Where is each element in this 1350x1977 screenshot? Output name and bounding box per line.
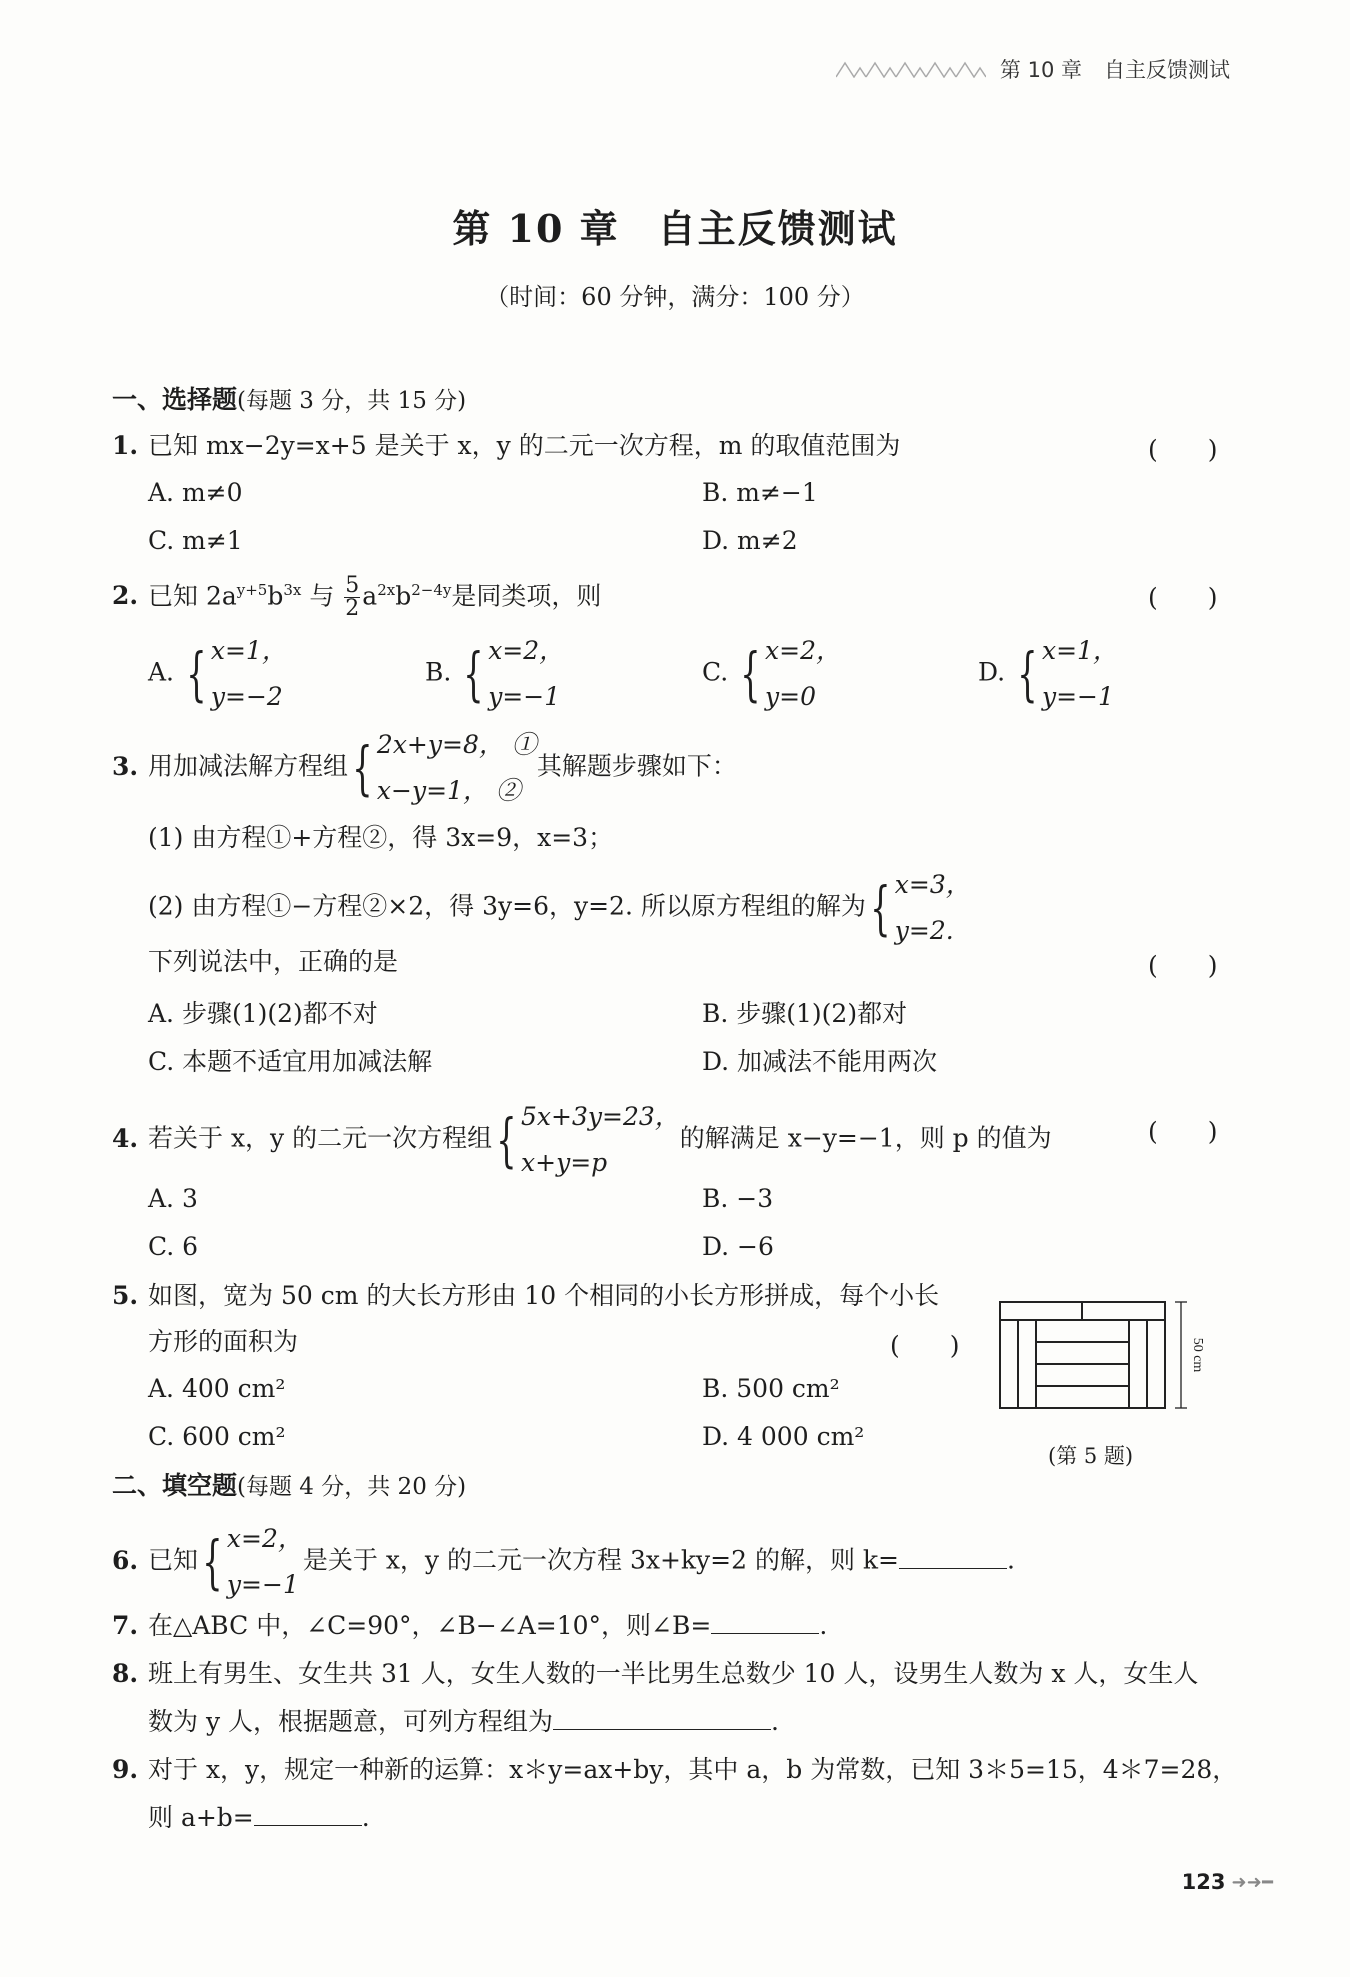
q2-sup2: 3x bbox=[283, 581, 302, 599]
q5-number: 5. bbox=[112, 1281, 139, 1310]
q6-period: . bbox=[1007, 1545, 1015, 1575]
q2-option-c-label: C. bbox=[702, 657, 729, 687]
q6-pre: 已知 bbox=[148, 1545, 199, 1575]
q2-sup3: 2x bbox=[377, 581, 396, 599]
q8-number: 8. bbox=[112, 1659, 139, 1688]
q8-answer-blank[interactable] bbox=[553, 1709, 771, 1730]
q5-option-d: D. 4 000 cm² bbox=[702, 1422, 865, 1451]
q7-answer-blank[interactable] bbox=[711, 1613, 819, 1634]
q2-d-row2: y=−1 bbox=[1041, 682, 1114, 711]
q2-b-row2: y=−1 bbox=[488, 682, 561, 711]
section2-note: (每题 4 分，共 20 分) bbox=[237, 1474, 467, 1500]
q5-figure-caption: (第 5 题) bbox=[1048, 1444, 1134, 1468]
section1-label: 一、选择题 bbox=[112, 385, 238, 414]
page-title bbox=[0, 198, 1350, 253]
question-7 bbox=[112, 1610, 827, 1642]
section-heading-fill bbox=[112, 1470, 466, 1503]
q4-row1: 5x+3y=23， bbox=[521, 1102, 680, 1131]
q7-period: . bbox=[819, 1611, 828, 1640]
q2-option-c: C. { x=2， y=0 bbox=[702, 628, 841, 720]
q3-step2: (2) 由方程①−方程②×2，得 3y=6，y=2. 所以原方程组的解为 { x=3， y=2. bbox=[148, 862, 971, 954]
q2-mid2: 与 bbox=[301, 581, 343, 611]
q2-option-b: B. { x=2， y=−1 bbox=[425, 628, 564, 720]
q2-c-row2: y=0 bbox=[765, 682, 817, 711]
q3-option-a: A. 步骤(1)(2)都不对 bbox=[148, 999, 378, 1028]
q9-answer-blank[interactable] bbox=[254, 1805, 362, 1826]
q9-period: . bbox=[361, 1803, 370, 1832]
title-name: 自主反馈测试 bbox=[657, 206, 898, 251]
arrow-decoration-icon: ➜ ➜ ━ bbox=[1231, 1871, 1270, 1893]
q2-d-row1: x=1， bbox=[1041, 636, 1118, 665]
q3-step1: (1) 由方程①+方程②，得 3x=9，x=3； bbox=[148, 823, 614, 852]
header-chapter: 第 10 章 bbox=[999, 58, 1082, 82]
q6-row2: y=−1 bbox=[226, 1570, 299, 1599]
q2-mid4: b bbox=[395, 581, 412, 611]
q5-figure-dimension: 50 cm bbox=[1190, 1337, 1205, 1373]
q3-option-c: C. 本题不适宜用加减法解 bbox=[148, 1047, 433, 1076]
q2-a-row1: x=1， bbox=[210, 636, 287, 665]
q4-number: 4. bbox=[112, 1123, 139, 1153]
q3-answer-paren: ( ) bbox=[1148, 951, 1218, 980]
question-9 bbox=[112, 1754, 1237, 1786]
q8-period: . bbox=[771, 1707, 779, 1736]
q2-sup4: 2−4y bbox=[411, 581, 452, 599]
question-3: 3. 用加减法解方程组 { 2x+y=8， ① x−y=1， ② 其解题步骤如下： bbox=[112, 722, 737, 814]
q2-option-a-label: A. bbox=[148, 657, 175, 687]
q3-pre: 用加减法解方程组 bbox=[148, 751, 349, 781]
question-2 bbox=[112, 574, 601, 620]
question-4: 4. 若关于 x，y 的二元一次方程组 { 5x+3y=23， x+y=p 的解满足 x−y=−1，则 p 的值为 bbox=[112, 1094, 1052, 1186]
question-5 bbox=[112, 1280, 939, 1312]
section2-label: 二、填空题 bbox=[112, 1471, 238, 1500]
q6-answer-blank[interactable] bbox=[899, 1548, 1007, 1569]
q6-number: 6. bbox=[112, 1545, 139, 1575]
q5-answer-paren: ( ) bbox=[890, 1331, 960, 1360]
q3-row2: x−y=1， ② bbox=[376, 776, 521, 805]
q4-answer-paren: ( ) bbox=[1148, 1117, 1218, 1146]
q2-mid1: b bbox=[267, 581, 284, 611]
q2-c-row1: x=2， bbox=[765, 636, 841, 665]
q3-option-d: D. 加减法不能用两次 bbox=[702, 1047, 938, 1076]
q5-rectangle-figure bbox=[998, 1300, 1218, 1410]
q4-option-c: C. 6 bbox=[148, 1232, 199, 1261]
q3-option-b: B. 步骤(1)(2)都对 bbox=[702, 999, 908, 1028]
q4-option-a: A. 3 bbox=[148, 1184, 198, 1213]
q9-number: 9. bbox=[112, 1755, 139, 1784]
q9-line2-text: 则 a+b= bbox=[148, 1803, 254, 1832]
q5-option-b: B. 500 cm² bbox=[702, 1374, 840, 1403]
q2-option-d: D. { x=1， y=−1 bbox=[978, 628, 1118, 720]
q7-text: 在△ABC 中，∠C=90°，∠B−∠A=10°，则∠B= bbox=[148, 1611, 712, 1640]
title-chapter: 第 10 章 bbox=[452, 206, 620, 251]
q2-fraction bbox=[344, 575, 360, 620]
q8-line1: 班上有男生、女生共 31 人，女生人数的一半比男生总数少 10 人，设男生人数为 x 人，女生人 bbox=[148, 1659, 1199, 1688]
question-1 bbox=[112, 430, 900, 462]
q7-number: 7. bbox=[112, 1611, 139, 1640]
q5-option-c: C. 600 cm² bbox=[148, 1422, 286, 1451]
question-6: 6. 已知 { x=2， y=−1 是关于 x，y 的二元一次方程 3x+ky=2 的解，则 k= . bbox=[112, 1516, 1015, 1608]
q5-line2: 方形的面积为 bbox=[148, 1327, 299, 1356]
q3-ask: 下列说法中，正确的是 bbox=[148, 947, 399, 976]
q6-row1: x=2， bbox=[226, 1524, 303, 1553]
section-heading-choice bbox=[112, 384, 466, 417]
q4-post: 的解满足 x−y=−1，则 p 的值为 bbox=[679, 1123, 1052, 1153]
q2-pre: 已知 2a bbox=[148, 581, 237, 611]
q1-option-b: B. m≠−1 bbox=[702, 478, 818, 507]
q2-option-d-label: D. bbox=[978, 657, 1006, 687]
running-header bbox=[836, 54, 1230, 84]
q5-option-a: A. 400 cm² bbox=[148, 1374, 286, 1403]
q3-step2-text: (2) 由方程①−方程②×2，得 3y=6，y=2. 所以原方程组的解为 bbox=[148, 891, 866, 921]
q9-line2 bbox=[148, 1802, 370, 1834]
q3-number: 3. bbox=[112, 751, 139, 781]
q4-option-d: D. −6 bbox=[702, 1232, 774, 1261]
q2-number: 2. bbox=[112, 581, 139, 611]
page-number bbox=[1182, 1870, 1270, 1894]
q2-sup1: y+5 bbox=[236, 581, 268, 599]
question-8 bbox=[112, 1658, 1198, 1690]
q4-option-b: B. −3 bbox=[702, 1184, 774, 1213]
q3-sol-row2: y=2. bbox=[894, 916, 954, 945]
q8-line2-text: 数为 y 人，根据题意，可列方程组为 bbox=[148, 1707, 554, 1736]
q2-option-a: A. { x=1， y=−2 bbox=[148, 628, 287, 720]
q5-line1: 如图，宽为 50 cm 的大长方形由 10 个相同的小长方形拼成，每个小长 bbox=[148, 1281, 940, 1310]
q1-option-d: D. m≠2 bbox=[702, 526, 798, 555]
q2-b-row1: x=2， bbox=[488, 636, 565, 665]
q3-row1: 2x+y=8， ① bbox=[376, 730, 537, 759]
q2-a-row2: y=−2 bbox=[210, 682, 283, 711]
q6-post: 是关于 x，y 的二元一次方程 3x+ky=2 的解，则 k= bbox=[302, 1545, 900, 1575]
page-number-text: 123 bbox=[1181, 1870, 1226, 1894]
q2-mid3: a bbox=[362, 581, 378, 611]
q2-answer-paren: ( ) bbox=[1148, 583, 1218, 612]
header-title: 自主反馈测试 bbox=[1104, 58, 1230, 82]
q1-number: 1. bbox=[112, 431, 139, 460]
q3-sol-row1: x=3， bbox=[894, 870, 971, 899]
q2-frac-num: 5 bbox=[345, 573, 360, 599]
q1-answer-paren: ( ) bbox=[1148, 435, 1218, 464]
q8-line2 bbox=[148, 1706, 779, 1738]
q2-option-b-label: B. bbox=[425, 657, 452, 687]
q2-frac-den: 2 bbox=[345, 596, 360, 622]
section1-note: (每题 3 分，共 15 分) bbox=[237, 388, 467, 414]
q9-line1: 对于 x，y，规定一种新的运算：x＊y=ax+by，其中 a，b 为常数，已知 3＊5=15，4＊7=28， bbox=[148, 1755, 1238, 1784]
q1-option-a: A. m≠0 bbox=[148, 478, 243, 507]
q4-row2: x+y=p bbox=[521, 1148, 608, 1177]
q2-post: 是同类项，则 bbox=[451, 581, 602, 611]
q1-option-c: C. m≠1 bbox=[148, 526, 243, 555]
page-subtitle: （时间：60 分钟，满分：100 分） bbox=[485, 283, 865, 311]
mountain-decoration-icon bbox=[836, 60, 986, 78]
q4-pre: 若关于 x，y 的二元一次方程组 bbox=[148, 1123, 493, 1153]
q1-text: 已知 mx−2y=x+5 是关于 x，y 的二元一次方程，m 的取值范围为 bbox=[148, 431, 901, 460]
q3-post: 其解题步骤如下： bbox=[536, 751, 737, 781]
